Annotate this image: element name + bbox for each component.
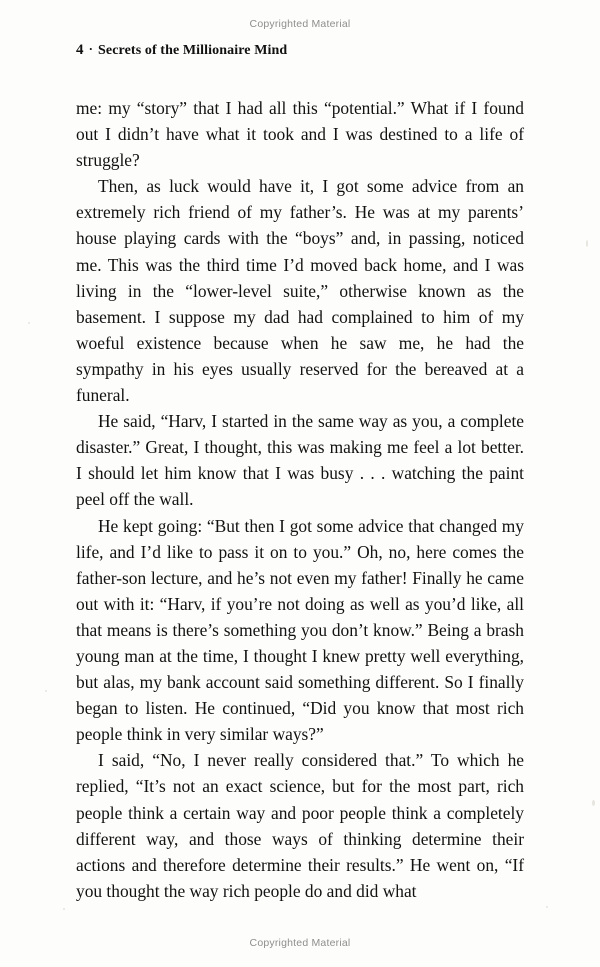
book-title: Secrets of the Millionaire Mind xyxy=(98,43,288,58)
paragraph: He kept going: “But then I got some advice that changed my life, and I’d like to pass it on to you.” Oh, no, here comes the father-son lecture, and he’s not even my father! Finally he came out with it: “Harv, if you’re not doing as well as you’d like, all that means is there’s something you don’t know.” Being a brash young man at the time, I thought I knew pretty well everything, but alas, my bank account said something different. So I finally began to listen. He continued, “Did you know that most rich people think in very similar ways?” xyxy=(76,515,524,745)
running-head xyxy=(76,42,524,59)
copyright-watermark-bottom: Copyrighted Material xyxy=(249,937,351,949)
page-speck xyxy=(546,906,548,908)
copyright-watermark-top: Copyrighted Material xyxy=(249,18,351,30)
page-speck xyxy=(63,908,65,910)
page-content xyxy=(76,42,524,904)
page-speck xyxy=(586,240,588,247)
page-speck xyxy=(28,322,30,324)
paragraph: me: my “story” that I had all this “potential.” What if I found out I didn’t have what it took and I was destined to a life of struggle? xyxy=(76,98,524,171)
paragraph: He said, “Harv, I started in the same way as you, a complete disaster.” Great, I thought, this was making me feel a lot better. I should let him know that I was busy . . . watching the paint peel off the wall. xyxy=(76,411,524,510)
page-speck xyxy=(45,690,47,692)
body-text xyxy=(76,95,524,904)
page-number: 4 xyxy=(76,42,84,58)
paragraph: Then, as luck would have it, I got some advice from an extremely rich friend of my father’s. He was at my parents’ house playing cards with the “boys” and, in passing, noticed me. This was the third time I’d moved back home, and I was living in the “lower-level suite,” otherwise known as the basement. I suppose my dad had complained to him of my woeful existence because when he saw me, he had the sympathy in his eyes usually reserved for the bereaved at a funeral. xyxy=(76,176,524,406)
paragraph: I said, “No, I never really considered that.” To which he replied, “It’s not an exact science, but for the most part, rich people think a certain way and poor people think a completely different way, and those ways of thinking determine their actions and therefore determine their results.” He went on, “If you thought the way rich people do and did what xyxy=(76,750,524,901)
running-head-separator: · xyxy=(88,41,94,56)
page-speck xyxy=(592,800,595,806)
